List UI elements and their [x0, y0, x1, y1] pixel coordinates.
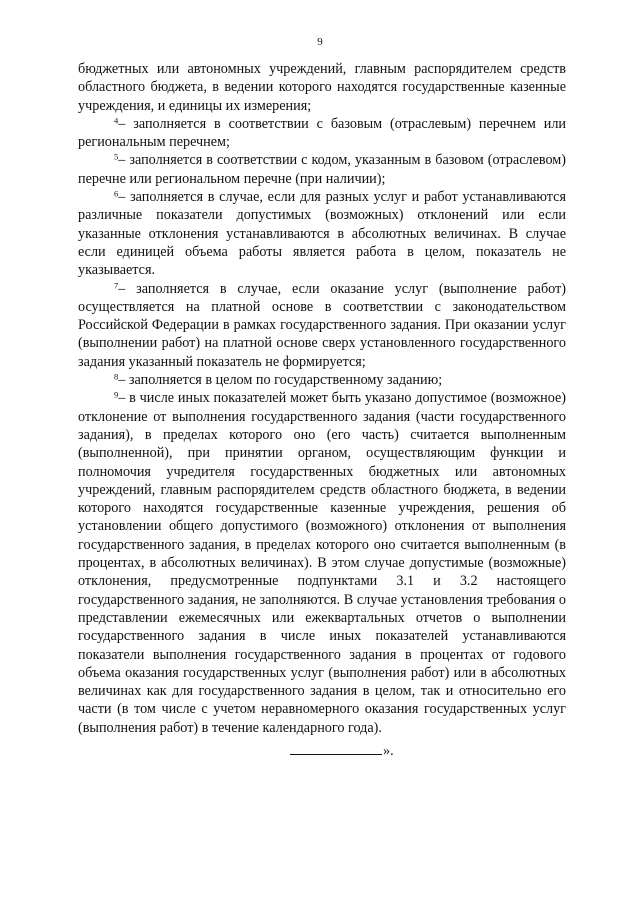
footnote-9 [78, 389, 566, 737]
closing-quote-mark: ». [383, 743, 394, 759]
document-body [78, 60, 566, 737]
footnote-5 [78, 151, 566, 188]
page-number: 9 [317, 36, 323, 48]
footnote-marker: 4 [114, 115, 119, 126]
footnote-marker: 8 [114, 371, 119, 382]
signature-rule [290, 753, 382, 755]
footnote-6 [78, 188, 566, 279]
footnote-text: – заполняется в случае, если для разных услуг и работ устанавливаются различные показатели допустимых (возможных) отклонений или если указанные отклонения устанавливаются в абсолютных величинах. В случае если единицей объема работы является работа в целом, показатель не указывается. [78, 189, 566, 279]
footnote-7 [78, 280, 566, 371]
footnote-marker: 7 [114, 279, 119, 290]
footnote-marker: 9 [114, 389, 119, 400]
footnote-text: – заполняется в целом по государственному заданию; [118, 372, 443, 389]
footnote-marker: 6 [114, 188, 119, 199]
footnote-marker: 5 [114, 151, 119, 162]
footnote-text: – заполняется в случае, если оказание услуг (выполнение работ) осуществляется на платной основе в соответствии с законодательством Российской Федерации в рамках государственного задания. При оказании услуг (выполнении работ) на платной основе сверх установленного государственного задания указанный показатель не формируется; [78, 280, 566, 370]
continuation-paragraph: бюджетных или автономных учреждений, главным распорядителем средств областного бюджета, в ведении которого находятся государственные казенные учреждения, и единицы их измерения; [78, 61, 566, 114]
footnote-text: – в числе иных показателей может быть указано допустимое (возможное) отклонение от выполнения государственного задания (части государственного задания), в пределах которого оно (его часть) считается выполненным (выполненной), при принятии органом, осуществляющим функции и полномочия учредителя государственных бюджетных или автономных учреждений, главным распорядителем средств областного бюджета, в ведении которого находятся государственные казенные учреждения, решения об установлении общего допустимого (возможного) отклонения от выполнения государственного задания, в пределах которого оно считается выполненным (в процентах, в абсолютных величинах). В этом случае допустимые (возможные) отклонения, предусмотренные подпунктами 3.1 и 3.2 настоящего государственного задания, не заполняются. В случае установления требования о представлении ежемесячных или ежеквартальных отчетов о выполнении государственного задания в числе иных показателей устанавливаются показатели выполнения государственного задания в процентах от годового объема оказания государственных услуг (выполнения работ) или в абсолютных величинах как для государственного задания в целом, так и относительно его части (в том числе с учетом неравномерного оказания государственных услуг (выполнения работ) в течение календарного года). [78, 390, 566, 736]
footnote-text: – заполняется в соответствии с кодом, указанным в базовом (отраслевом) перечне или региональном перечне (при наличии); [78, 152, 566, 187]
footnote-8 [78, 371, 566, 389]
closing-line [290, 742, 394, 760]
footnote-text: – заполняется в соответствии с базовым (отраслевым) перечнем или региональным перечнем; [78, 115, 566, 151]
footnote-4 [78, 115, 566, 152]
